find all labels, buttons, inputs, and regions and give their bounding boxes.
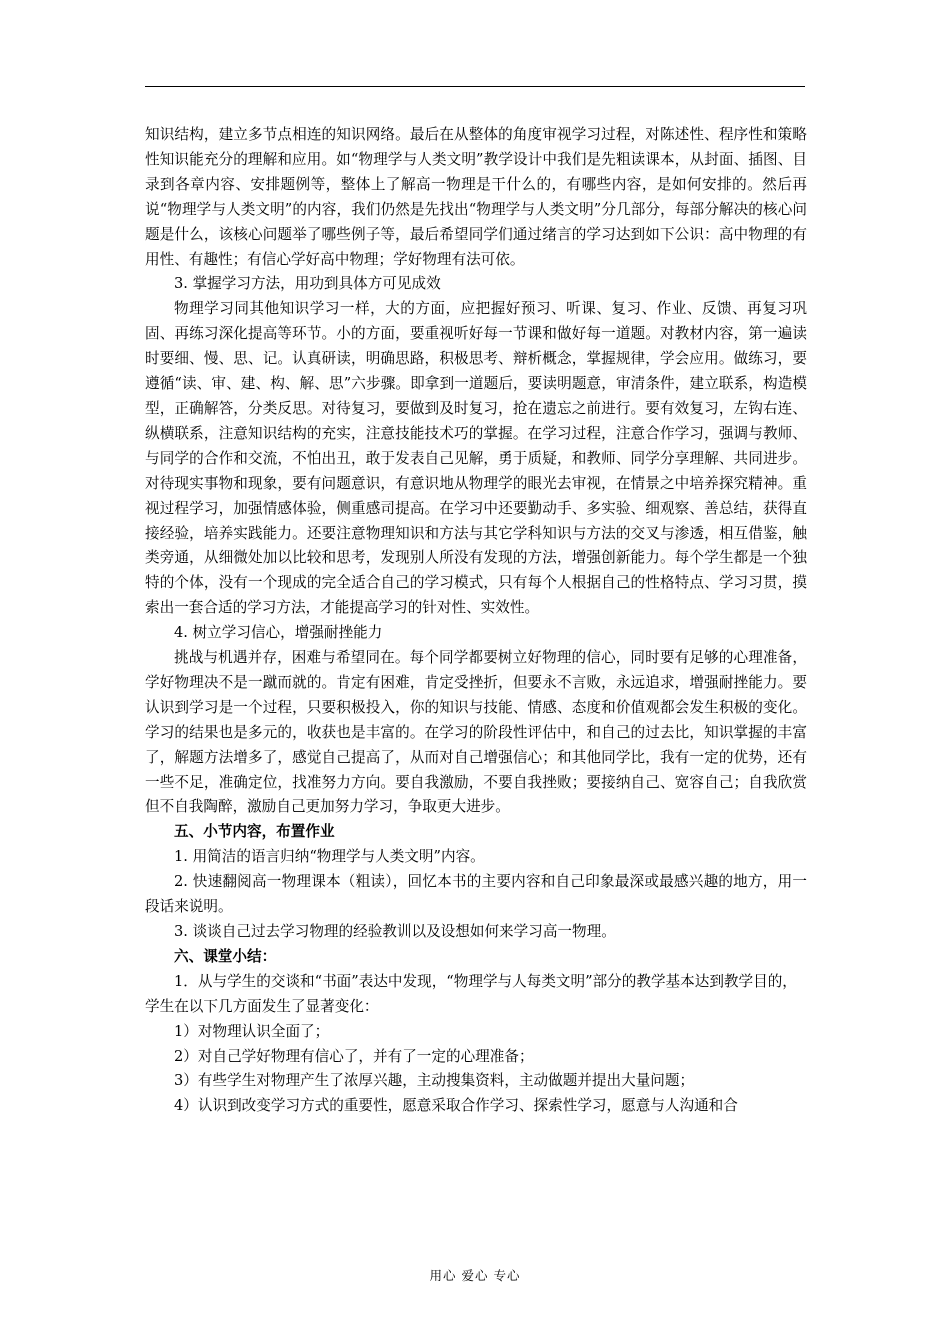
homework-item-1: 1. 用简洁的语言归纳“物理学与人类文明”内容。 [174,848,485,866]
document-body [145,123,807,1119]
heading-master-methods: 3. 掌握学习方法，用功到具体方可见成效 [174,275,441,293]
summary-change-2: 2）对自己学好物理有信心了，并有了一定的心理准备； [174,1047,534,1065]
paragraph-knowledge-structure: 知识结构，建立多节点相连的知识网络。最后在从整体的角度审视学习过程，对陈述性、程序性和策略性知识能充分的理解和应用。如“物理学与人类文明”教学设计中我们是先粗读课本，从封面、插图、目录到各章内容、安排题例等，整体上了解高一物理是干什么的，有哪些内容，是如何安排的。然后再说“物理学与人类文明”的内容，我们仍然是先找出“物理学与人类文明”分几部分，每部分解决的核心问题是什么，该核心问题举了哪些例子等，最后希望同学们通过绪言的学习达到如下公识：高中物理的有用性、有趣性；有信心学好高中物理；学好物理有法可依。 [145,126,807,268]
heading-build-confidence: 4. 树立学习信心，增强耐挫能力 [174,624,383,642]
header-rule [145,86,805,87]
summary-item-1: 1．从与学生的交谈和“书面”表达中发现，“物理学与人每类文明”部分的教学基本达到教学目的， [174,972,797,990]
summary-intro-line: 学生在以下几方面发生了显著变化： [145,997,379,1015]
summary-change-3: 3）有些学生对物理产生了浓厚兴趣，主动搜集资料，主动做题并提出大量问题； [174,1072,695,1090]
paragraph-learning-methods: 物理学习同其他知识学习一样，大的方面，应把握好预习、听课、复习、作业、反馈、再复习巩固、再练习深化提高等环节。小的方面，要重视听好每一节课和做好每一道题。对教材内容，第一遍读时要细、慢、思、记。认真研读，明确思路，积极思考、辩析概念，掌握规律，学会应用。做练习，要遵循“读、审、建、构、解、思”六步骤。即拿到一道题后，要读明题意，审清条件，建立联系，构造模型，正确解答，分类反思。对待复习，要做到及时复习，抢在遗忘之前进行。要有效复习，左钩右连、纵横联系，注意知识结构的充实，注意技能技术巧的掌握。在学习过程，注意合作学习，强调与教师、与同学的合作和交流，不怕出丑，敢于发表自己见解，勇于质疑，和教师、同学分享理解、共同进步。对待现实事物和现象，要有问题意识，有意识地从物理学的眼光去审视，在情景之中培养探究精神。重视过程学习，加强情感体验，侧重感司提高。在学习中还要勤动手、多实验、细观察、善总结，获得直接经验，培养实践能力。还要注意物理知识和方法与其它学科知识与方法的交叉与渗透，相互借鉴，触类旁通，从细微处加以比较和思考，发现别人所没有发现的方法，增强创新能力。每个学生都是一个独特的个体，没有一个现成的完全适合自己的学习模式，只有每个人根据自己的性格特点、学习习贯，摸索出一套合适的学习方法，才能提高学习的针对性、实效性。 [145,300,807,617]
homework-item-3: 3. 谈谈自己过去学习物理的经验教训以及设想如何来学习高一物理。 [174,923,616,940]
section-heading-summary: 六、课堂小结： [174,947,277,965]
page-footer: 用心 爱心 专心 [429,1268,521,1283]
homework-item-2: 2. 快速翻阅高一物理课本（粗读），回忆本书的主要内容和自己印象最深或最感兴趣的地方，用一段话来说明。 [145,873,807,916]
summary-change-1: 1）对物理认识全面了； [174,1022,330,1040]
section-heading-homework: 五、小节内容，布置作业 [174,823,335,841]
paragraph-confidence: 挑战与机遇并存，困难与希望同在。每个同学都要树立好物理的信心，同时要有足够的心理准备，学好物理决不是一蹴而就的。肯定有困难，肯定受挫折，但要永不言败，永远追求，增强耐挫能力。要认识到学习是一个过程，只要积极投入，你的知识与技能、情感、态度和价值观都会发生积极的变化。学习的结果也是多元的，收获也是丰富的。在学习的阶段性评估中，和自己的过去比，知识掌握的丰富了，解题方法增多了，感觉自己提高了，从而对自己增强信心；和其他同学比，我有一定的优势，还有一些不足，准确定位，找准努力方向。要自我激励，不要自我挫败；要接纳自己、宽容自己；自我欣赏但不自我陶醉，激励自己更加努力学习，争取更大进步。 [145,649,807,816]
summary-change-4: 4）认识到改变学习方式的重要性，愿意采取合作学习、探索性学习，愿意与人沟通和合 [174,1097,738,1115]
